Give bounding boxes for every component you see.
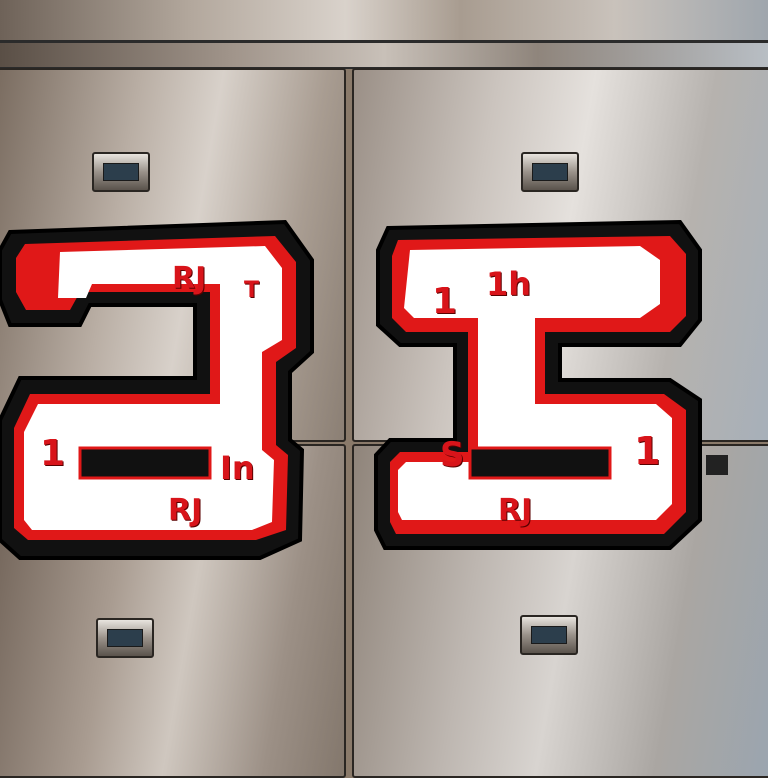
magnet-left-left-label: 1 — [40, 433, 66, 474]
magnet-left-top-right-label: T — [244, 278, 260, 303]
magnet-right-bottom-label: RJ — [498, 493, 533, 528]
magnet-left — [0, 222, 312, 558]
magnet-right-top-label: 1h — [486, 265, 532, 303]
magnet-right-left-label: S — [440, 435, 465, 475]
magnet-right-right-label: 1 — [634, 429, 661, 473]
magnet-left-bottom-label: RJ — [168, 493, 203, 528]
magnet-left-bar-label: In — [220, 449, 255, 487]
magnet-right — [376, 222, 728, 548]
magnet-left-top-label: RJ — [172, 261, 207, 296]
magnet-right-top-left-label: 1 — [432, 281, 458, 322]
